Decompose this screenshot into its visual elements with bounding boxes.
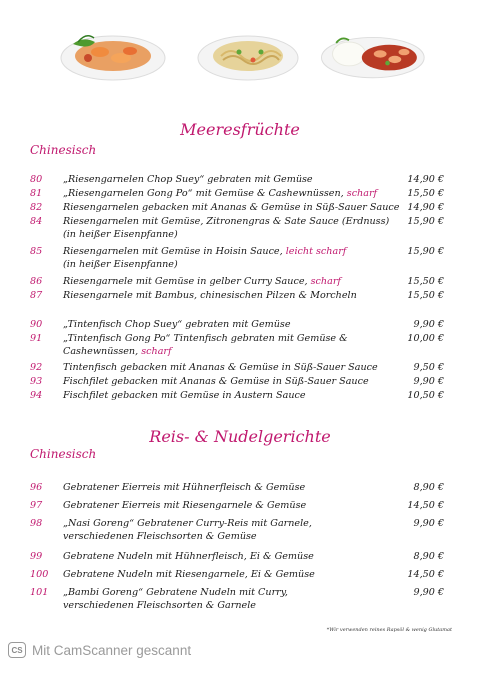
item-description: „Nasi Goreng“ Gebratener Curry-Reis mit Garnele, verschiedenen Fleischsorten & Gemüse (63, 518, 312, 542)
item-description: Tintenfisch gebacken mit Ananas & Gemüse in Süß-Sauer Sauce (63, 362, 378, 373)
item-number: 98 (30, 518, 43, 529)
item-number: 91 (30, 333, 43, 344)
item-price: 9,90 € (413, 376, 444, 387)
item-price: 14,90 € (407, 174, 444, 185)
item-price: 14,50 € (407, 569, 444, 580)
item-number: 96 (30, 482, 43, 493)
item-number: 81 (30, 188, 43, 199)
item-price: 10,50 € (407, 390, 444, 401)
item-price: 9,50 € (413, 362, 444, 373)
item-description: „Riesengarnelen Chop Suey“ gebraten mit Gemüse (63, 174, 313, 185)
item-price: 15,90 € (407, 246, 444, 257)
item-description: Riesengarnelen gebacken mit Ananas & Gemüse in Süß-Sauer Sauce (63, 202, 400, 213)
item-description: Riesengarnelen mit Gemüse, Zitronengras & Sate Sauce (Erdnuss) (in heißer Eisenpfanne) (63, 216, 390, 240)
spicy-tag: scharf (141, 346, 172, 357)
item-number: 84 (30, 216, 43, 227)
item-price: 10,00 € (407, 333, 444, 344)
section-subtitle: Chinesisch (30, 143, 97, 157)
item-price: 14,50 € (407, 500, 444, 511)
spicy-tag: leicht scharf (285, 246, 347, 257)
shrimp-vegetable-plate-icon (58, 22, 168, 84)
item-price: 9,90 € (413, 319, 444, 330)
item-number: 86 (30, 276, 43, 287)
spicy-tag: scharf (346, 188, 378, 199)
item-price: 8,90 € (413, 551, 444, 562)
item-number: 80 (30, 174, 43, 185)
item-description: Gebratene Nudeln mit Riesengarnele, Ei & Gemüse (63, 569, 315, 580)
item-number: 87 (30, 290, 43, 301)
section-title-rice-noodles: Reis- & Nudelgerichte (149, 427, 331, 446)
item-description: Gebratener Eierreis mit Hühnerfleisch & Gemüse (63, 482, 306, 493)
item-description: Gebratene Nudeln mit Hühnerfleisch, Ei & Gemüse (63, 551, 314, 562)
item-description: Fischfilet gebacken mit Gemüse in Austern Sauce (63, 390, 306, 401)
item-price: 15,50 € (407, 290, 444, 301)
item-description: „Tintenfisch Chop Suey“ gebraten mit Gemüse (63, 319, 291, 330)
item-description: Riesengarnele mit Gemüse in gelber Curry Sauce, scharf (63, 276, 341, 287)
item-price: 9,90 € (413, 587, 444, 598)
item-description: Fischfilet gebacken mit Ananas & Gemüse in Süß-Sauer Sauce (63, 376, 369, 387)
food-photos (58, 22, 438, 84)
item-price: 14,90 € (407, 202, 444, 213)
item-description: Gebratener Eierreis mit Riesengarnele & Gemüse (63, 500, 307, 511)
item-number: 85 (30, 246, 43, 257)
item-price: 15,50 € (407, 276, 444, 287)
fried-noodles-plate-icon (193, 22, 303, 84)
item-number: 94 (30, 390, 43, 401)
item-number: 82 (30, 202, 43, 213)
item-description: Riesengarnelen mit Gemüse in Hoisin Sauce, leicht scharf (in heißer Eisenpfanne) (63, 246, 347, 270)
spicy-tag: scharf (310, 276, 341, 287)
item-description: „Riesengarnelen Gong Po“ mit Gemüse & Cashewnüssen, scharf (63, 188, 378, 199)
item-description: Riesengarnele mit Bambus, chinesischen Pilzen & Morcheln (63, 290, 357, 301)
shrimp-rice-plate-icon (316, 22, 426, 84)
footnote: *Wir verwenden reines Rapsöl & wenig Glutamat (326, 627, 452, 633)
item-description: „Tintenfisch Gong Po“ Tintenfisch gebraten mit Gemüse & Cashewnüssen, scharf (63, 333, 348, 357)
item-price: 15,50 € (407, 188, 444, 199)
camscanner-watermark (8, 641, 191, 659)
item-description: „Bambi Goreng“ Gebratene Nudeln mit Curry, verschiedenen Fleischsorten & Garnele (63, 587, 288, 611)
item-number: 101 (30, 587, 49, 598)
item-number: 97 (30, 500, 43, 511)
item-number: 92 (30, 362, 43, 373)
item-number: 99 (30, 551, 43, 562)
item-price: 8,90 € (413, 482, 444, 493)
watermark-text: Mit CamScanner gescannt (32, 642, 192, 658)
item-number: 93 (30, 376, 43, 387)
item-number: 100 (30, 569, 49, 580)
section-title-seafood: Meeresfrüchte (180, 120, 300, 139)
item-price: 9,90 € (413, 518, 444, 529)
section-subtitle: Chinesisch (30, 447, 97, 461)
camscanner-logo-icon: CS (8, 642, 26, 658)
item-number: 90 (30, 319, 43, 330)
item-price: 15,90 € (407, 216, 444, 227)
